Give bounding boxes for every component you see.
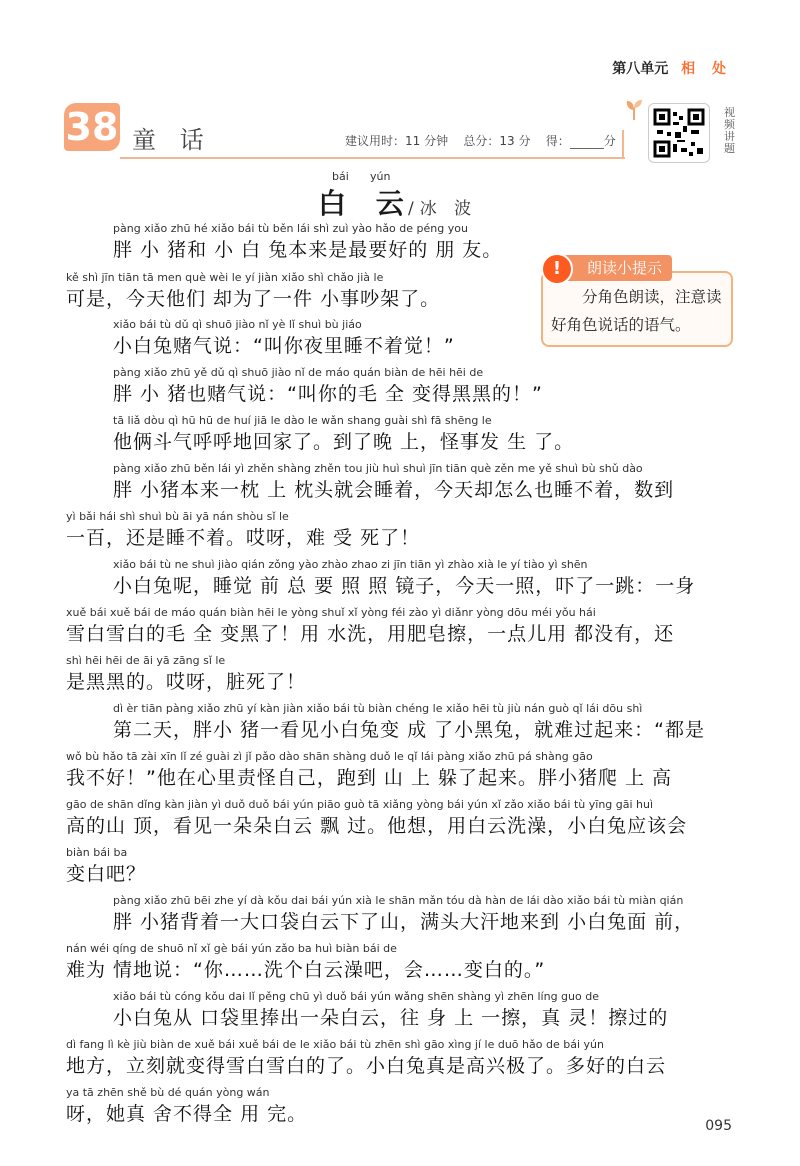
chinese-line: 小白兔赌气说：“叫你夜里睡不着觉！” [113,335,455,357]
lesson-title: 童 话 [132,126,212,154]
pinyin-line: nán wéi qíng de shuō nǐ xǐ gè bái yún zǎo ba huì biàn bái de [66,942,397,955]
chinese-line: 难为 情地说：“你……洗个白云澡吧，会……变白的。” [66,959,546,981]
qr-code-icon[interactable] [648,103,710,163]
score-blank[interactable] [570,136,604,149]
header-divider [120,157,625,159]
score-label: 得： [545,134,570,148]
chinese-line: 变白吧？ [66,863,147,885]
chinese-line: 我不好！”他在心里责怪自己，跑到 山 上 躲了起来。胖小猪爬 上 高 [66,767,673,789]
video-lecture-label: 视频讲题 [724,106,735,155]
pinyin-line: ya tā zhēn shě bù dé quán yòng wán [66,1086,270,1099]
unit-name: 第八单元 [612,61,669,77]
chinese-line: 一百，还是睡不着。哎呀，难 受 死了！ [66,527,421,549]
pinyin-line: dì fang lì kè jiù biàn de xuě bái xuě bái de le xiǎo bái tù zhēn shì gāo xìng jí le duō hǎo de bái yún [66,1038,604,1051]
pinyin-line: pàng xiǎo zhū yě dǔ qì shuō jiào nǐ de máo quán biàn de hēi hēi de [113,366,484,379]
chinese-line: 是黑黑的。哎呀，脏死了！ [66,671,307,693]
pinyin-line: shì hēi hēi de āi yā zāng sǐ le [66,654,226,667]
pinyin-line: dì èr tiān pàng xiǎo zhū yí kàn jiàn xiǎo bái tù biàn chéng le xiǎo hēi tù jiù nán guò qǐ lái dōu shì [113,702,643,715]
sprout-icon [624,98,644,120]
story-title: 白 云 [318,187,414,220]
chinese-line: 可是，今天他们 却为了一件 小事吵架了。 [66,288,441,310]
pinyin-line: kě shì jīn tiān tā men què wèi le yí jiàn xiǎo shì chǎo jià le [66,271,384,284]
pinyin-line: biàn bái ba [66,846,128,859]
chinese-line: 胖 小 猪和 小 白 兔本来是最要好的 朋 友。 [113,239,503,261]
chinese-line: 雪白雪白的毛 全 变黑了！用 水洗，用肥皂擦，一点儿用 都没有，还 [66,623,675,645]
chinese-line: 小白兔从 口袋里捧出一朵白云，往 身 上 一擦，真 灵！擦过的 [113,1007,669,1029]
chinese-line: 胖 小 猪也赌气说：“叫你的毛 全 变得黑黑的！” [113,383,543,405]
page-number: 095 [705,1118,732,1134]
pinyin-line: xuě bái xuě bái de máo quán biàn hēi le yòng shuǐ xǐ yòng féi zào yì diǎnr yòng dōu méi yǒu hái [66,606,596,619]
pinyin-line: pàng xiǎo zhū hé xiǎo bái tù běn lái shì zuì yào hǎo de péng you [113,222,468,235]
tip-label: 朗读小提示 [563,255,672,281]
chinese-line: 小白兔呢，睡觉 前 总 要 照 照 镜子，今天一照，吓了一跳：一身 [113,575,696,597]
unit-theme: 相 处 [681,61,732,77]
story-author: /冰 波 [408,199,478,219]
title-pinyin-1: bái [332,170,349,183]
tip-text: 分角色朗读，注意读好角色说话的语气。 [551,288,722,334]
exclamation-icon: ! [541,253,573,285]
pinyin-line: wǒ bù hǎo tā zài xīn lǐ zé guài zì jǐ pǎo dào shān shàng duǒ le qǐ lái pàng xiǎo zhū pá shàng gāo [66,750,593,763]
chinese-line: 第二天，胖小 猪一看见小白兔变 成 了小黑兔，就难过起来：“都是 [113,719,705,741]
chinese-line: 他俩斗气呼呼地回家了。到了晚 上，怪事发 生 了。 [113,431,575,453]
chinese-line: 呀，她真 舍不得全 用 完。 [66,1103,308,1125]
pinyin-line: xiǎo bái tù ne shuì jiào qián zǒng yào zhào zhao zi jīn tiān yì zhào xià le yí tiào yì shēn [113,558,588,571]
total-score: 总分：13 分 [463,134,531,148]
chinese-line: 高的山 顶，看见一朵朵白云 飘 过。他想，用白云洗澡，小白兔应该会 [66,815,688,837]
decorative-bar [622,130,624,158]
pinyin-line: yì bǎi hái shì shuì bù āi yā nán shòu sǐ le [66,510,289,523]
pinyin-line: xiǎo bái tù dǔ qì shuō jiào nǐ yè lǐ shuì bù jiáo [113,318,362,331]
lesson-number: 38 [65,105,119,149]
chinese-line: 胖 小猪本来一枕 上 枕头就会睡着，今天却怎么也睡不着，数到 [113,479,675,501]
pinyin-line: gāo de shān dǐng kàn jiàn yì duǒ duǒ bái yún piāo guò tā xiǎng yòng bái yún xǐ zǎo xiǎo bái tù yīng gāi huì [66,798,654,811]
pinyin-line: pàng xiǎo zhū bēi zhe yí dà kǒu dai bái yún xià le shān mǎn tóu dà hàn de lái dào xiǎo bái tù miàn qián [113,894,684,907]
lesson-meta [345,132,616,149]
unit-label [612,58,732,78]
pinyin-line: pàng xiǎo zhū běn lái yì zhěn shàng zhěn tou jiù huì shuì jīn tiān què zěn me yě shuì bù shǔ dào [113,462,643,475]
chinese-line: 地方，立刻就变得雪白雪白的了。小白兔真是高兴极了。多好的白云 [66,1055,667,1077]
pinyin-line: xiǎo bái tù cóng kǒu dai lǐ pěng chū yì duǒ bái yún wǎng shēn shàng yì zhēn líng guo de [113,990,599,1003]
title-pinyin-2: yún [370,170,391,183]
score-unit: 分 [603,134,616,148]
suggested-time: 建议用时：11 分钟 [345,134,449,148]
chinese-line: 胖 小猪背着一大口袋白云下了山，满头大汗地来到 小白兔面 前， [113,911,695,933]
pinyin-line: tā liǎ dòu qì hū hū de huí jiā le dào le wǎn shang guài shì fā shēng le [113,414,492,427]
reading-tip [541,253,731,345]
